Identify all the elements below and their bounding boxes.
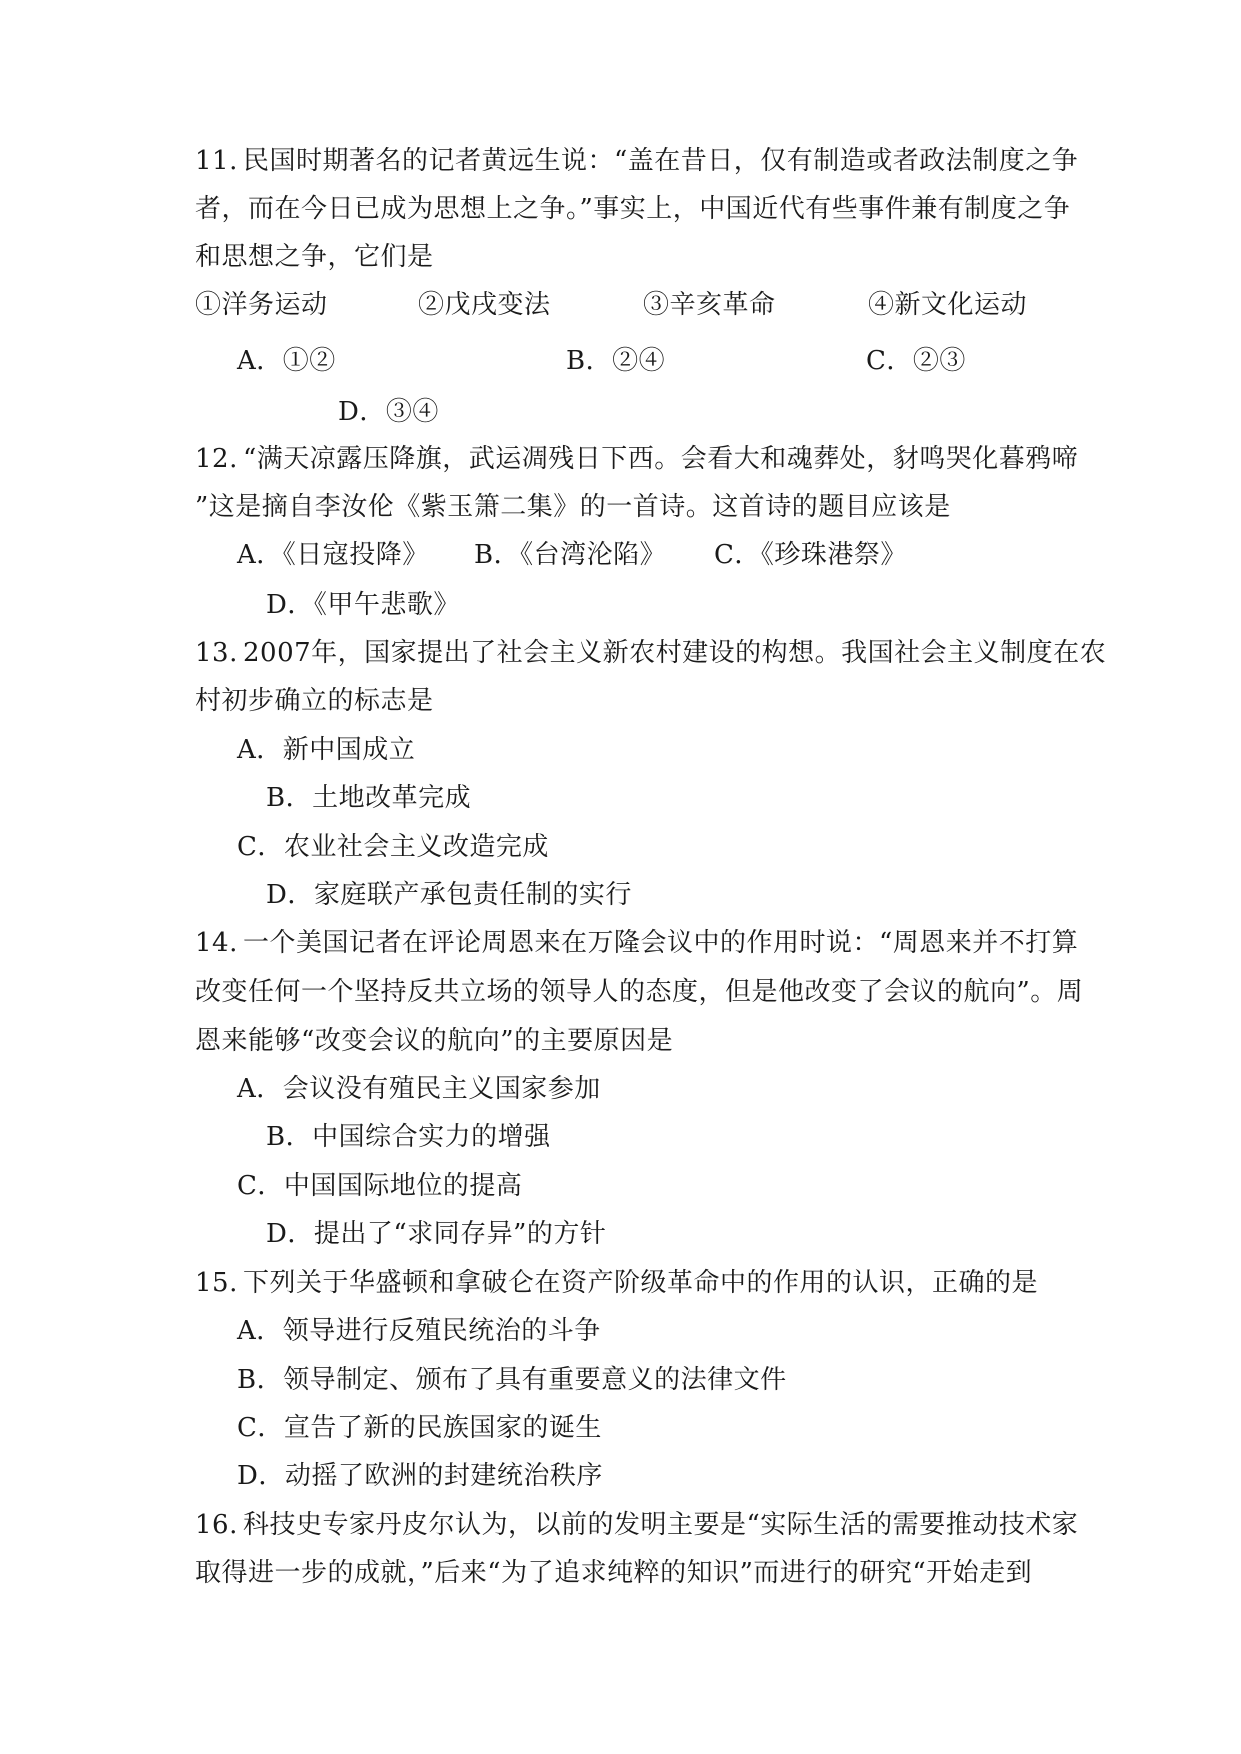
question-12-stem-line-2: ”这是摘自李汝伦《紫玉箫二集》的一首诗。这首诗的题目应该是: [195, 492, 951, 522]
question-12-stem-line-1: “满天凉露压降旗，武运凋残日下西。会看大和魂葬处，豺鸣哭化暮鸦啼: [243, 444, 1079, 474]
question-12-option-d[interactable]: D．《甲午悲歌》: [266, 590, 460, 620]
question-11-option-c[interactable]: C．②③: [866, 346, 966, 376]
question-11-stem-line-1: 民国时期著名的记者黄远生说：“盖在昔日，仅有制造或者政法制度之争: [243, 146, 1079, 176]
question-11-item-4: ④新文化运动: [868, 290, 1028, 320]
question-14-option-a[interactable]: A．会议没有殖民主义国家参加: [237, 1074, 601, 1104]
question-13-number: 13.: [195, 638, 238, 668]
question-11-item-1: ①洋务运动: [195, 290, 328, 320]
question-13-stem-line-2: 村初步确立的标志是: [195, 686, 434, 716]
question-14-number: 14.: [195, 928, 238, 958]
question-11-item-3: ③辛亥革命: [643, 290, 776, 320]
question-14-option-d[interactable]: D．提出了“求同存异”的方针: [266, 1219, 607, 1249]
question-14-stem-line-1: 一个美国记者在评论周恩来在万隆会议中的作用时说：“周恩来并不打算: [243, 928, 1079, 958]
question-14-stem-line-2: 改变任何一个坚持反共立场的领导人的态度，但是他改变了会议的航向”。周: [195, 977, 1084, 1007]
question-14-option-b[interactable]: B．中国综合实力的增强: [266, 1122, 551, 1152]
question-11-option-d[interactable]: D．③④: [338, 397, 439, 427]
question-13-stem-line-1: 2007年，国家提出了社会主义新农村建设的构想。我国社会主义制度在农: [243, 638, 1107, 668]
question-12-option-a[interactable]: A．《日寇投降》: [237, 540, 429, 570]
question-13-option-a[interactable]: A．新中国成立: [237, 735, 416, 765]
question-12-option-b[interactable]: B．《台湾沦陷》: [474, 540, 667, 570]
question-11-stem-line-2: 者，而在今日已成为思想上之争。”事实上，中国近代有些事件兼有制度之争: [195, 194, 1071, 224]
question-15-option-c[interactable]: C．宣告了新的民族国家的诞生: [237, 1413, 602, 1443]
question-11-option-b[interactable]: B．②④: [566, 346, 666, 376]
question-15-option-b[interactable]: B．领导制定、颁布了具有重要意义的法律文件: [237, 1365, 787, 1395]
question-13-option-c[interactable]: C．农业社会主义改造完成: [237, 832, 549, 862]
question-15-option-a[interactable]: A．领导进行反殖民统治的斗争: [237, 1316, 601, 1346]
question-12-option-c[interactable]: C．《珍珠港祭》: [714, 540, 907, 570]
question-11-item-2: ②戊戌变法: [418, 290, 551, 320]
question-16-stem-line-2: 取得进一步的成就，”后来“为了追求纯粹的知识”而进行的研究“开始走到: [195, 1558, 1033, 1588]
question-11-option-a[interactable]: A．①②: [237, 346, 336, 376]
question-15-number: 15.: [195, 1268, 238, 1298]
question-15-option-d[interactable]: D．动摇了欧洲的封建统治秩序: [237, 1461, 603, 1491]
question-16-stem-line-1: 科技史专家丹皮尔认为，以前的发明主要是“实际生活的需要推动技术家: [243, 1510, 1079, 1540]
question-15-stem-line-1: 下列关于华盛顿和拿破仑在资产阶级革命中的作用的认识，正确的是: [243, 1268, 1039, 1298]
question-11-number: 11.: [195, 146, 238, 176]
question-16-number: 16.: [195, 1510, 238, 1540]
question-14-stem-line-3: 恩来能够“改变会议的航向”的主要原因是: [195, 1026, 674, 1056]
question-13-option-b[interactable]: B．土地改革完成: [266, 783, 472, 813]
question-13-option-d[interactable]: D．家庭联产承包责任制的实行: [266, 880, 632, 910]
question-11-stem-line-3: 和思想之争，它们是: [195, 242, 434, 272]
question-12-number: 12.: [195, 444, 238, 474]
question-14-option-c[interactable]: C．中国国际地位的提高: [237, 1171, 523, 1201]
